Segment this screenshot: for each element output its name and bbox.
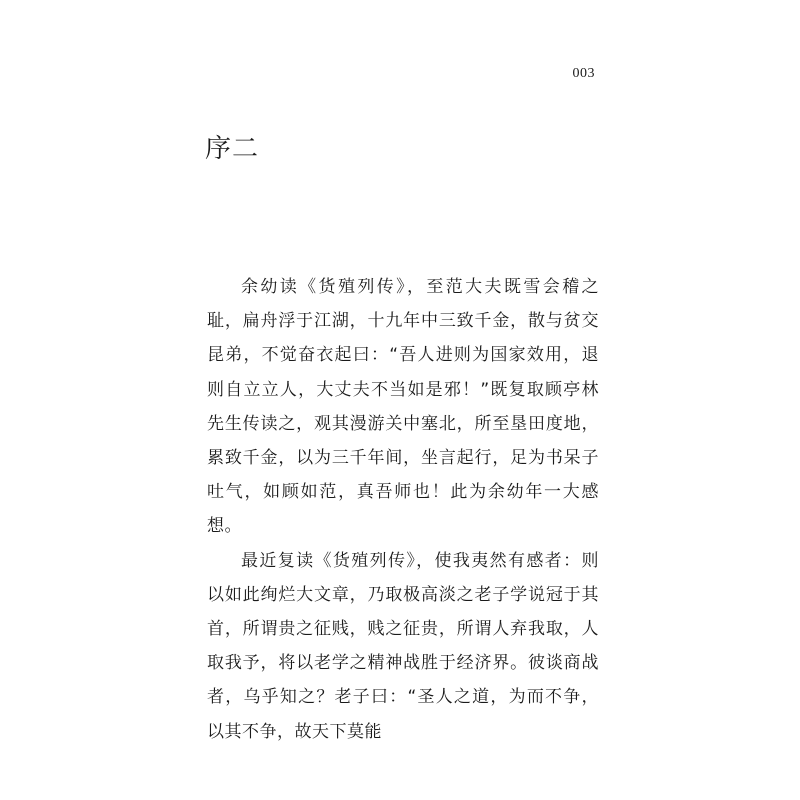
- body-text: [207, 270, 599, 749]
- chapter-title: 序二: [205, 134, 260, 164]
- page-number: 003: [572, 66, 595, 81]
- paragraph: 最近复读《货殖列传》，使我夷然有感者：则以如此绚烂大文章，乃取极高淡之老子学说冠于其首，所谓贵之征贱，贱之征贵，所谓人弃我取，人取我予，将以老学之精神战胜于经济界。彼谈商战者，乌乎知之？老子曰：“圣人之道，为而不争，以其不争，故天下莫能: [207, 550, 599, 742]
- paragraph: 余幼读《货殖列传》，至范大夫既雪会稽之耻，扁舟浮于江湖，十九年中三致千金，散与贫交昆弟，不觉奋衣起曰：“吾人进则为国家效用，退则自立立人，大丈夫不当如是邪！”既复取顾亭林先生传读之，观其漫游关中塞北，所至垦田度地，累致千金，以为三千年间，坐言起行，足为书呆子吐气，如顾如范，真吾师也！此为余幼年一大感想。: [207, 277, 599, 537]
